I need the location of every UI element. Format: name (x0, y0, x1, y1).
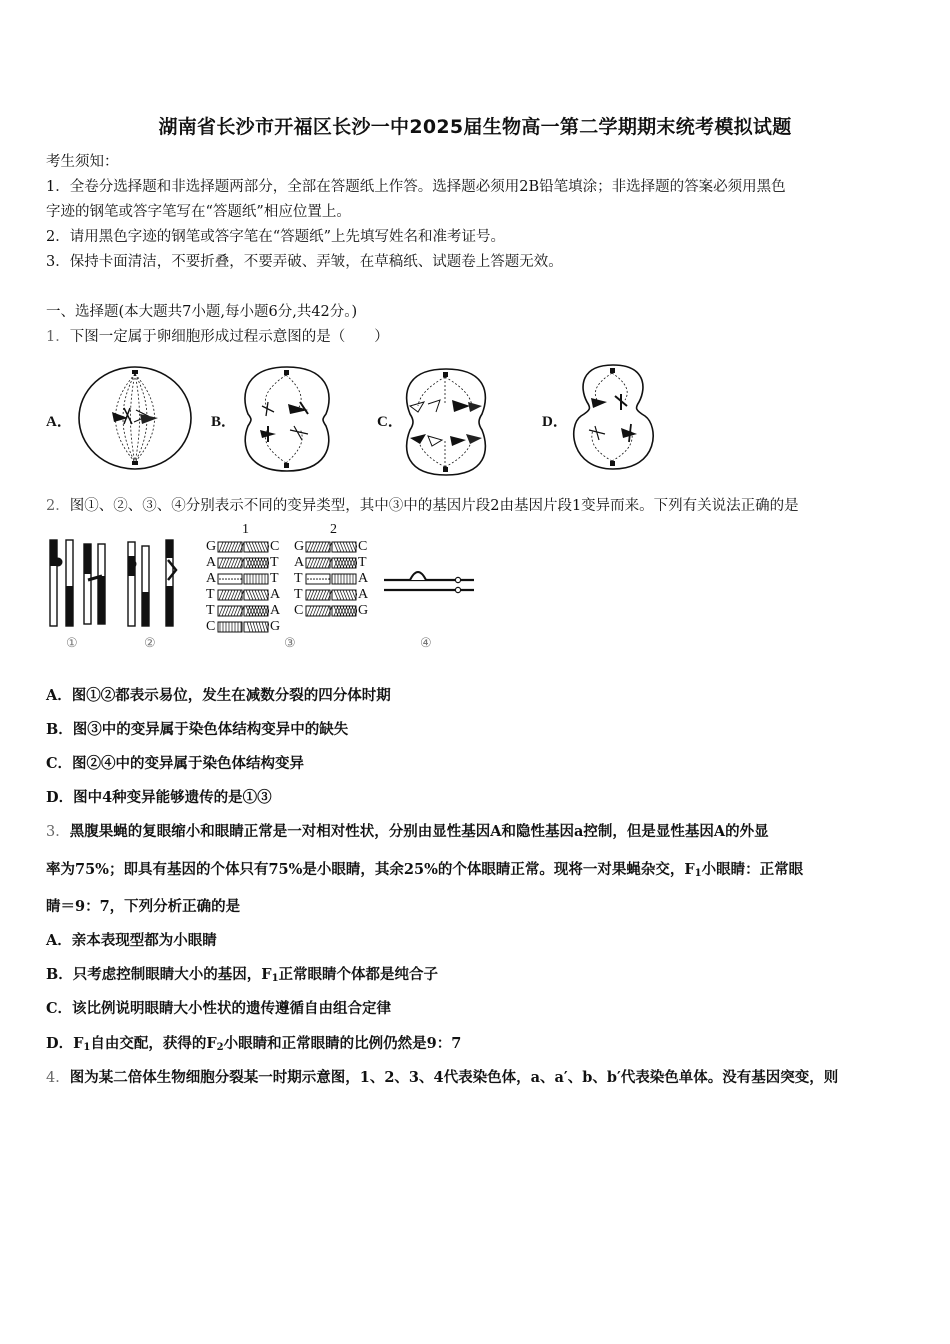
dna-segment-block (217, 605, 269, 617)
base-right: G (358, 603, 369, 618)
dna-segment-block (305, 605, 357, 617)
notice-item: 1．全卷分选择题和非选择题两部分，全部在答题纸上作答。选择题必须用2B铅笔填涂；非选择题的答案必须用黑色 (46, 179, 786, 195)
question-number: 2． (46, 498, 70, 514)
base-right: T (358, 555, 367, 570)
base-left: G (206, 539, 217, 554)
q2-option-a: A．图①②都表示易位，发生在减数分裂的四分体时期 (46, 687, 391, 704)
dna-segment-block (217, 573, 269, 585)
base-left: T (206, 587, 215, 602)
question-2 (46, 496, 799, 516)
figure-label-3: ③ (284, 636, 296, 651)
dna-segment-block (305, 557, 357, 569)
question-number: 1． (46, 329, 70, 345)
dna-segment-block (217, 541, 269, 553)
base-right: A (270, 587, 281, 602)
base-right: A (358, 587, 369, 602)
q2-option-b: B．图③中的变异属于染色体结构变异中的缺失 (46, 721, 349, 738)
dna-segment-block (217, 621, 269, 633)
q3-option-d (46, 1034, 461, 1058)
base-left: G (294, 539, 305, 554)
question-text: 图为某二倍体生物细胞分裂某一时期示意图，1、2、3、4代表染色体，a、a′、b、b′代表染色单体。没有基因突变，则 (69, 1069, 839, 1086)
base-right: T (270, 571, 279, 586)
cell-figure-b (238, 364, 336, 474)
option-text: 自由交配，获得的F (90, 1035, 217, 1052)
base-left: C (206, 619, 216, 634)
dna-base-pair-row (294, 603, 369, 619)
question-text: 小眼睛：正常眼 (701, 861, 804, 878)
base-left: A (294, 555, 305, 570)
cell-figure-a (76, 364, 194, 472)
dna-base-pair-row (294, 571, 369, 587)
dna-segment-block (305, 589, 357, 601)
dna-base-pair-row (206, 603, 281, 619)
question-3-line-3: 睛＝9：7，下列分析正确的是 (46, 898, 241, 915)
dna-segment-2 (294, 539, 369, 619)
q1-option-b-label: B． (211, 414, 237, 430)
base-right: T (270, 555, 279, 570)
subscript: 2 (216, 1042, 224, 1053)
dna-base-pair-row (206, 555, 281, 571)
base-right: A (270, 603, 281, 618)
base-left: C (294, 603, 304, 618)
page-title: 湖南省长沙市开福区长沙一中2025届生物高一第二学期期末统考模拟试题 (158, 116, 792, 138)
segment-number-2: 2 (330, 522, 337, 537)
dna-base-pair-row (206, 539, 281, 555)
question-text: 黑腹果蝇的复眼缩小和眼睛正常是一对相对性状，分别由显性基因A和隐性基因a控制，但是显性基因A的外显 (69, 823, 769, 840)
figure-label-4: ④ (420, 636, 432, 651)
section-heading: 一、选择题(本大题共7小题,每小题6分,共42分。) (46, 304, 358, 320)
segment-number-1: 1 (242, 522, 249, 537)
base-left: A (206, 571, 217, 586)
base-right: G (270, 619, 281, 634)
mutation-figure (44, 522, 476, 654)
notice-item: 2．请用黑色字迹的钢笔或答字笔在“答题纸”上先填写姓名和准考证号。 (46, 229, 506, 245)
question-text: 率为75%；即具有基因的个体只有75%是小眼睛，其余25%的个体眼睛正常。现将一对果蝇杂交，F (46, 861, 695, 878)
dna-base-pair-row (294, 539, 369, 555)
q1-option-d-label: D． (542, 414, 568, 430)
dna-base-pair-row (206, 619, 281, 635)
q3-option-b (46, 965, 438, 989)
chromosome-loop-figure (382, 562, 476, 602)
q3-option-c: C．该比例说明眼睛大小性状的遗传遵循自由组合定律 (46, 1000, 392, 1017)
notice-heading: 考生须知： (46, 154, 119, 170)
q1-option-a-label: A． (46, 414, 72, 430)
base-left: T (206, 603, 215, 618)
q2-option-d: D．图中4种变异能够遗传的是①③ (46, 789, 272, 806)
dna-base-pair-row (206, 571, 281, 587)
question-number: 3． (46, 824, 70, 840)
dna-segment-block (305, 573, 357, 585)
base-left: A (206, 555, 217, 570)
dna-base-pair-row (294, 587, 369, 603)
question-text: 下图一定属于卵细胞形成过程示意图的是（ ） (69, 329, 389, 345)
dna-figure (206, 522, 376, 638)
question-4 (46, 1068, 838, 1088)
figure-label-2: ② (144, 636, 156, 651)
option-text: D．F (46, 1035, 84, 1052)
base-right: C (358, 539, 368, 554)
subscript: 1 (83, 1042, 91, 1053)
notice-item: 3．保持卡面清洁，不要折叠，不要弄破、弄皱，在草稿纸、试题卷上答题无效。 (46, 254, 563, 270)
option-text: B．只考虑控制眼睛大小的基因，F (46, 966, 272, 983)
dna-segment-block (305, 541, 357, 553)
q2-option-c: C．图②④中的变异属于染色体结构变异 (46, 755, 305, 772)
question-text: 图①、②、③、④分别表示不同的变异类型，其中③中的基因片段2由基因片段1变异而来。下列有关说法正确的是 (69, 498, 799, 514)
cell-figure-d (565, 362, 661, 474)
dna-segment-1 (206, 539, 281, 635)
dna-base-pair-row (206, 587, 281, 603)
dna-base-pair-row (294, 555, 369, 571)
base-left: T (294, 587, 303, 602)
option-text: 正常眼睛个体都是纯合子 (278, 966, 439, 983)
dna-segment-block (217, 557, 269, 569)
question-1 (46, 327, 389, 347)
notice-item: 字迹的钢笔或答字笔写在“答题纸”相应位置上。 (46, 204, 351, 220)
q3-option-a: A．亲本表现型都为小眼睛 (46, 932, 217, 949)
chromosome-pairs-figure (44, 536, 194, 640)
subscript: 1 (271, 973, 279, 984)
subscript: 1 (694, 868, 702, 879)
base-right: A (358, 571, 369, 586)
question-3-line-1 (46, 822, 769, 842)
option-text: 小眼睛和正常眼睛的比例仍然是9：7 (223, 1035, 462, 1052)
question-number: 4． (46, 1070, 70, 1086)
question-3-line-2 (46, 860, 803, 884)
cell-figure-c (400, 366, 492, 478)
dna-segment-block (217, 589, 269, 601)
figure-label-1: ① (66, 636, 78, 651)
base-left: T (294, 571, 303, 586)
q1-option-c-label: C． (377, 414, 403, 430)
base-right: C (270, 539, 280, 554)
